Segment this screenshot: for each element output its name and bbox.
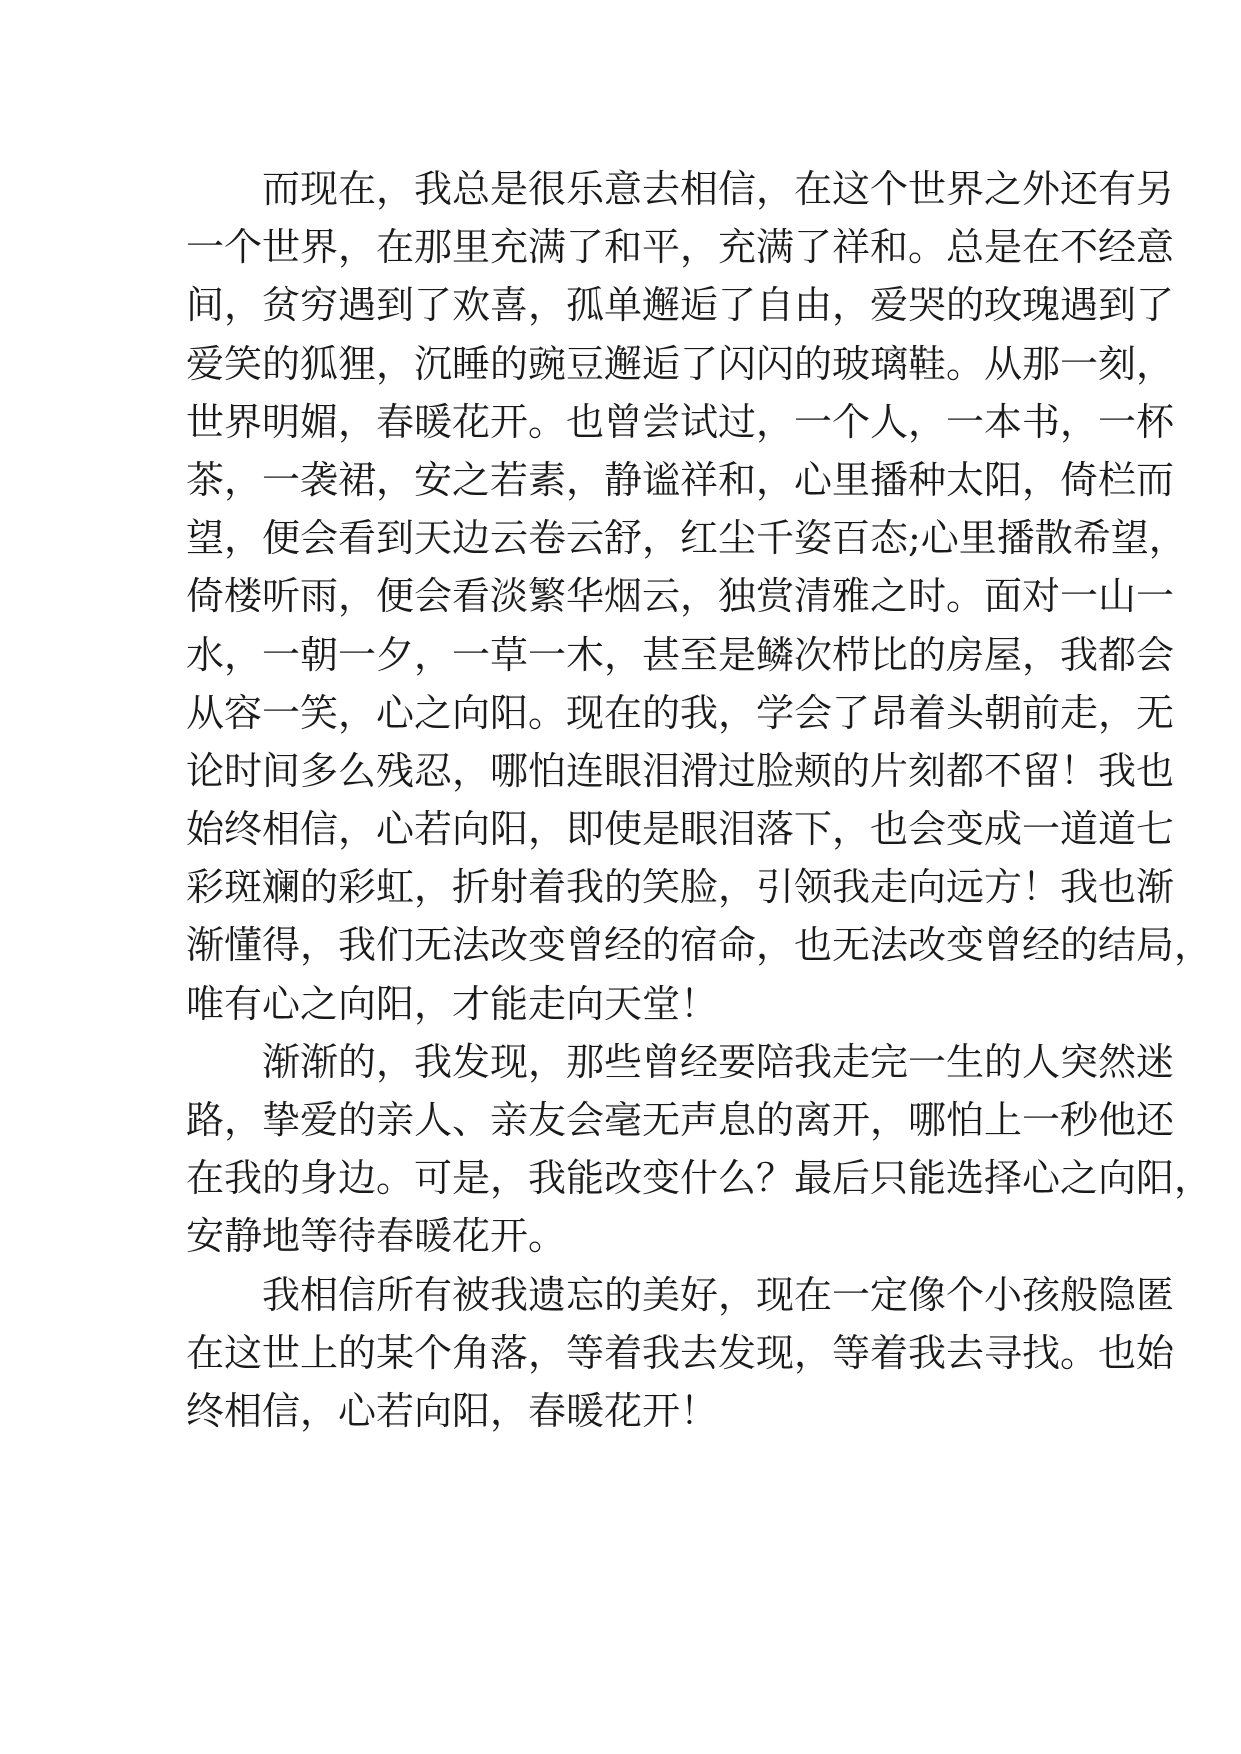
document-body xyxy=(186,160,1213,1440)
text-line: 间，贫穷遇到了欢喜，孤单邂逅了自由，爱哭的玫瑰遇到了 xyxy=(186,283,1175,328)
text-line: 从容一笑，心之向阳。现在的我，学会了昂着头朝前走，无 xyxy=(186,690,1175,735)
text-line: 在我的身边。可是，我能改变什么？最后只能选择心之向阳， xyxy=(186,1156,1213,1201)
text-line: 茶，一袭裙，安之若素，静谧祥和，心里播种太阳，倚栏而 xyxy=(186,457,1175,502)
text-line: 望，便会看到天边云卷云舒，红尘千姿百态;心里播散希望， xyxy=(186,516,1187,561)
text-line: 倚楼听雨，便会看淡繁华烟云，独赏清雅之时。面对一山一 xyxy=(186,574,1175,619)
text-line: 在这世上的某个角落，等着我去发现，等着我去寻找。也始 xyxy=(186,1330,1175,1375)
text-line: 唯有心之向阳，才能走向天堂！ xyxy=(186,981,719,1026)
text-line: 水，一朝一夕，一草一木，甚至是鳞次栉比的房屋，我都会 xyxy=(186,632,1175,677)
text-line: 渐渐的，我发现，那些曾经要陪我走完一生的人突然迷 xyxy=(262,1039,1175,1084)
paragraph xyxy=(186,1266,1175,1441)
text-line: 终相信，心若向阳，春暖花开！ xyxy=(186,1388,719,1433)
text-line: 安静地等待春暖花开。 xyxy=(186,1214,567,1259)
text-line: 彩斑斓的彩虹，折射着我的笑脸，引领我走向远方！我也渐 xyxy=(186,865,1175,910)
text-line: 爱笑的狐狸，沉睡的豌豆邂逅了闪闪的玻璃鞋。从那一刻， xyxy=(186,341,1175,386)
paragraph xyxy=(186,1033,1213,1266)
text-line: 路，挚爱的亲人、亲友会毫无声息的离开，哪怕上一秒他还 xyxy=(186,1098,1175,1142)
paragraph xyxy=(186,160,1213,1033)
text-line: 而现在，我总是很乐意去相信，在这个世界之外还有另 xyxy=(262,167,1175,211)
text-line: 论时间多么残忍，哪怕连眼泪滑过脸颊的片刻都不留！我也 xyxy=(186,748,1175,793)
text-line: 我相信所有被我遗忘的美好，现在一定像个小孩般隐匿 xyxy=(262,1272,1175,1317)
text-line: 一个世界，在那里充满了和平，充满了祥和。总是在不经意 xyxy=(186,225,1175,270)
text-line: 世界明媚，春暖花开。也曾尝试过，一个人，一本书，一杯 xyxy=(186,399,1175,444)
text-line: 始终相信，心若向阳，即使是眼泪落下，也会变成一道道七 xyxy=(186,807,1175,852)
text-line: 渐懂得，我们无法改变曾经的宿命，也无法改变曾经的结局， xyxy=(186,923,1213,968)
